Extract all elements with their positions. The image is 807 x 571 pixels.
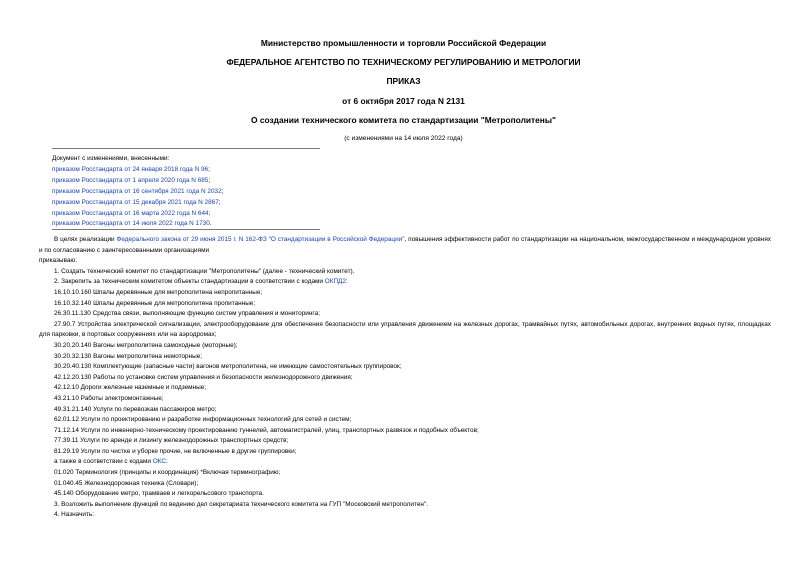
oks-code-item: 01.020 Терминология (принципы и координация) *Включая терминографию; bbox=[54, 469, 281, 477]
order-body bbox=[39, 235, 771, 521]
okpd-code-item: 27.90.7 Устройства электрической сигнализации, электрооборудование для обеспечения безопасности или управления движением на железных дорогах, трамвайных путях, автомобильных дорогах, внутренних водных путях, площадках для парковки, в портовых сооружениях или на аэродромах; bbox=[39, 320, 771, 339]
order-word: приказываю: bbox=[39, 257, 77, 265]
paragraph-3: 3. Возложить выполнение функций по ведению дел секретариата технического комитета на ГУП "Московский метрополитен". bbox=[54, 500, 428, 508]
okpd-code-item: 43.21.10 Работы электромонтажные; bbox=[54, 394, 164, 402]
oks-intro: а также в соответствии с кодами ОКС: bbox=[54, 458, 168, 466]
change-link[interactable]: приказом Росстандарта от 15 декабря 2021 года N 2867 bbox=[52, 198, 219, 206]
change-item: приказом Росстандарта от 1 апреля 2020 года N 685; bbox=[52, 176, 211, 184]
change-link[interactable]: приказом Росстандарта от 24 января 2018 года N 96 bbox=[52, 165, 209, 173]
change-link[interactable]: приказом Росстандарта от 16 марта 2022 года N 644 bbox=[52, 209, 209, 217]
okpd2-link[interactable]: ОКПД2 bbox=[324, 278, 346, 286]
okpd-code-item: 26.30.11.130 Средства связи, выполняющие функцию систем управления и мониторинга; bbox=[54, 310, 320, 318]
change-link[interactable]: приказом Росстандарта от 14 июля 2022 года N 1730 bbox=[52, 220, 210, 228]
document-date-number: от 6 октября 2017 года N 2131 bbox=[342, 96, 465, 106]
oks-link[interactable]: ОКС bbox=[152, 458, 166, 466]
okpd-code-item: 42.12.20.130 Работы по установке систем управления и безопасности железнодорожного движения; bbox=[54, 373, 353, 381]
change-item: приказом Росстандарта от 14 июля 2022 года N 1730. bbox=[52, 220, 212, 228]
ministry-name: Министерство промышленности и торговли Российской Федерации bbox=[260, 38, 547, 48]
agency-name: ФЕДЕРАЛЬНОЕ АГЕНТСТВО ПО ТЕХНИЧЕСКОМУ РЕГУЛИРОВАНИЮ И МЕТРОЛОГИИ bbox=[226, 57, 581, 67]
changes-bottom-divider bbox=[52, 229, 320, 230]
oks-code-item: 45.140 Оборудование метро, трамваев и легкорельсового транспорта. bbox=[54, 490, 264, 498]
paragraph-4: 4. Назначить: bbox=[54, 511, 95, 519]
okpd-code-item: 16.10.10.160 Шпалы деревянные для метрополитена непропитанные; bbox=[54, 288, 263, 296]
change-item: приказом Росстандарта от 24 января 2018 года N 96; bbox=[52, 165, 210, 173]
paragraph-1: 1. Создать технический комитет по стандартизации "Метрополитены" (далее - технический комитет). bbox=[54, 267, 355, 275]
change-item: приказом Росстандарта от 16 марта 2022 года N 644; bbox=[52, 209, 211, 217]
change-item: приказом Росстандарта от 16 сентября 2021 года N 2032; bbox=[52, 187, 224, 195]
okpd-code-item: 30.20.20.140 Вагоны метрополитена самоходные (моторные); bbox=[54, 341, 238, 349]
okpd-code-item: 16.10.32.140 Шпалы деревянные для метрополитена пропитанные; bbox=[54, 299, 256, 307]
okpd-code-item: 30.20.40.130 Комплектующие (запасные части) вагонов метрополитена, не имеющие самостоятельных группировок; bbox=[54, 363, 402, 371]
change-link[interactable]: приказом Росстандарта от 1 апреля 2020 года N 685 bbox=[52, 176, 209, 184]
federal-law-link[interactable]: Федерального закона от 29 июня 2015 г. N 162-ФЗ "О стандартизации в Российской Федерации" bbox=[116, 236, 405, 243]
amendment-note: (с изменениями на 14 июля 2022 года) bbox=[344, 135, 463, 142]
okpd-code-item: 49.31.21.140 Услуги по перевозкам пассажиров метро; bbox=[54, 405, 217, 413]
document-title: О создании технического комитета по стандартизации "Метрополитены" bbox=[251, 115, 556, 125]
okpd-code-item: 30.20.32.130 Вагоны метрополитена немоторные; bbox=[54, 352, 203, 360]
document-type: ПРИКАЗ bbox=[386, 76, 421, 86]
okpd-code-item: 71.12.14 Услуги по инженерно-техническому проектированию туннелей, автомагистралей, улиц, транспортных развязок и подобных объектов; bbox=[54, 426, 479, 434]
okpd-code-item: 81.29.19 Услуги по чистке и уборке прочие, не включенные в другие группировки; bbox=[54, 447, 297, 455]
changes-intro: Документ с изменениями, внесенными: bbox=[52, 155, 170, 162]
oks-code-item: 01.040.45 Железнодорожная техника (Словари); bbox=[54, 479, 199, 487]
changes-block bbox=[52, 154, 223, 230]
change-link[interactable]: приказом Росстандарта от 16 сентября 2021 года N 2032 bbox=[52, 187, 222, 195]
intro-paragraph: В целях реализации Федерального закона от 29 июня 2015 г. N 162-ФЗ "О стандартизации в Российской Федерации", повышения эффективности работ по стандартизации на национальном, межгосударственном и международном уровнях и по согласованию с заинтересованными организациями bbox=[39, 236, 771, 254]
okpd-code-item: 42.12.10 Дороги железные наземные и подземные; bbox=[54, 384, 207, 392]
changes-top-divider bbox=[52, 148, 320, 149]
paragraph-2: 2. Закрепить за техническим комитетом объекты стандартизации в соответствии с кодами ОКПД2: bbox=[54, 278, 348, 286]
okpd-code-item: 77.39.11 Услуги по аренде и лизингу железнодорожных транспортных средств; bbox=[54, 437, 289, 445]
okpd-code-item: 62.01.12 Услуги по проектированию и разработке информационных технологий для сетей и систем; bbox=[54, 416, 352, 424]
change-item: приказом Росстандарта от 15 декабря 2021 года N 2867; bbox=[52, 198, 221, 206]
